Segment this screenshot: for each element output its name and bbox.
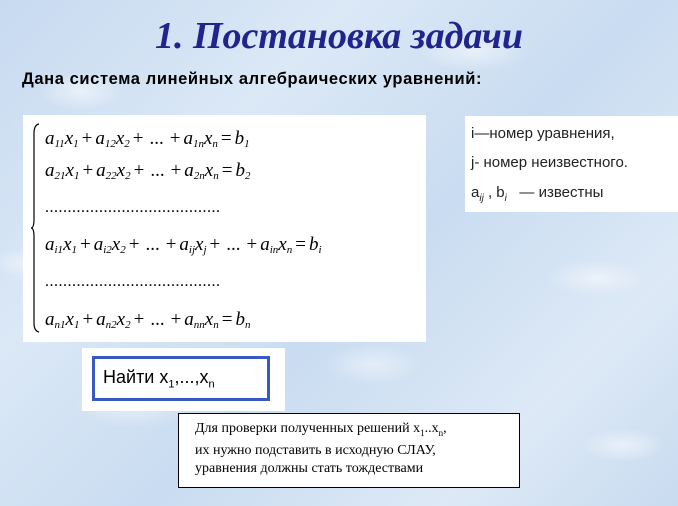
note-line-2: их нужно подставить в исходную СЛАУ, <box>195 442 436 458</box>
note-line-3: уравнения должны стать тождествами <box>195 460 424 476</box>
brace-icon <box>31 123 40 333</box>
legend-equation-index: i—номер уравнения, <box>471 125 615 142</box>
equation-row-1: $a_{11}x_1 + a_{12}x_2$ + ... + $a_{1n}x_n = b_1$ <box>45 128 250 150</box>
legend-known-label: — известны <box>519 184 604 201</box>
note-line-1: Для проверки полученных решений $x_1..x_n$, <box>195 421 447 438</box>
legend-unknown-index: j- номер неизвестного. <box>471 154 628 171</box>
find-panel <box>82 348 285 411</box>
ellipsis-row: ....................................... <box>45 199 221 216</box>
equation-row-i: $a_{i1}x_1 + a_{i2}x_2$ + ... + $a_{ij}x_j$ + ... + $a_{in}x_n = b_i$ <box>45 234 322 256</box>
verification-note <box>178 413 520 488</box>
equation-row-n: $a_{n1}x_1 + a_{n2}x_2$ + ... + $a_{nn}x_n = b_n$ <box>45 309 251 331</box>
notation-legend <box>465 116 678 212</box>
ellipsis-row: ....................................... <box>45 273 221 290</box>
find-box <box>92 356 270 401</box>
legend-known-values: $a_{ij}$ , $b_i$ — известны <box>471 184 604 204</box>
equation-system <box>23 115 426 342</box>
problem-statement: Дана система линейных алгебраических уравнений: <box>22 70 483 88</box>
page-title: 1. Постановка задачи <box>154 15 524 57</box>
find-unknowns-text: Найти $x_1,...,x_n$ <box>103 367 215 391</box>
equation-row-2: $a_{21}x_1 + a_{22}x_2$ + ... + $a_{2n}x_n = b_2$ <box>45 160 251 182</box>
